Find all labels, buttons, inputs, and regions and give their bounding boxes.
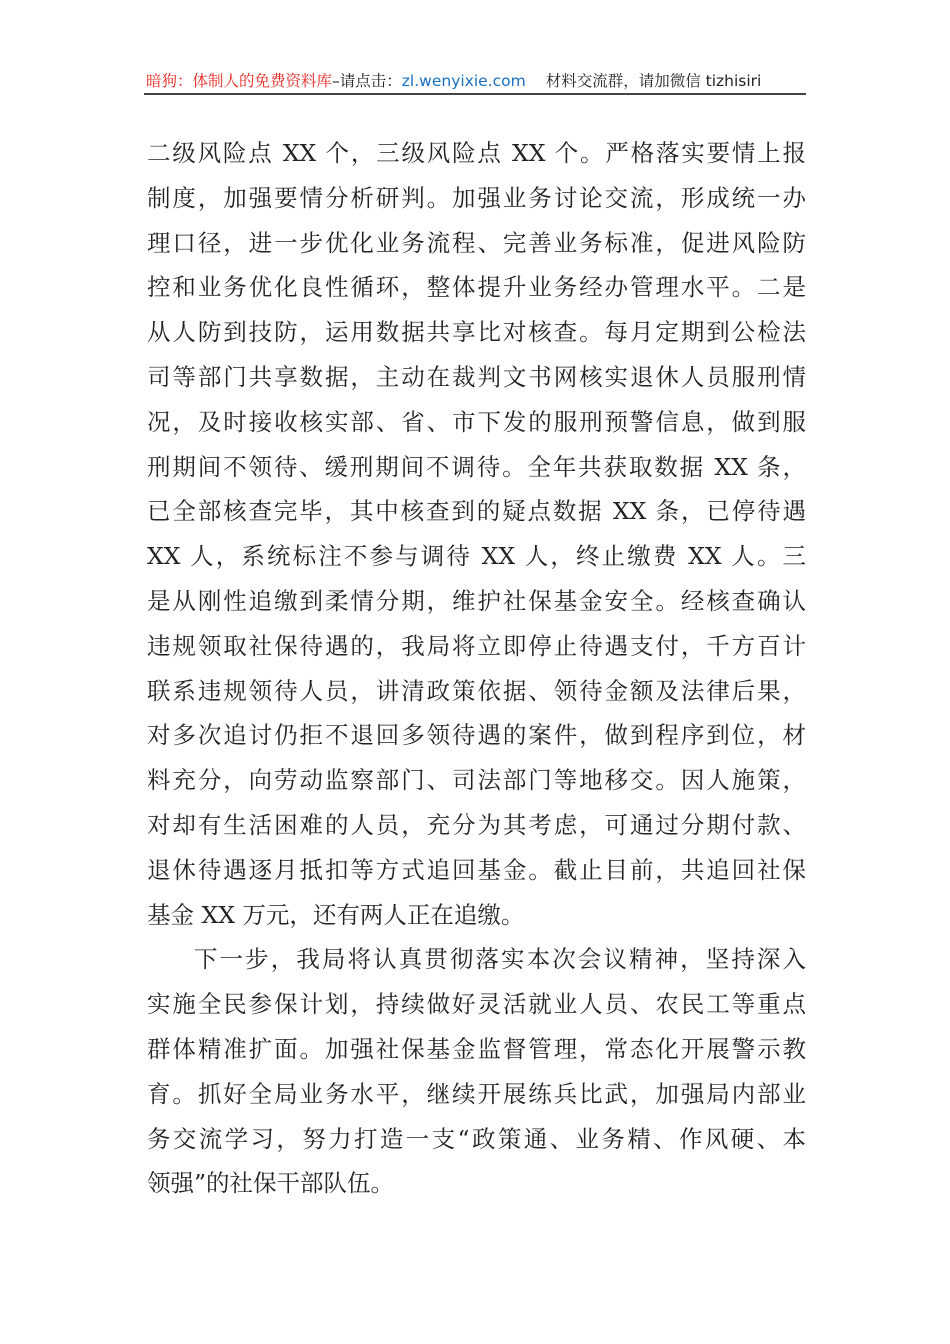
text-line: 务交流学习，努力打造一支“政策通、业务精、作风硬、本 xyxy=(147,1124,806,1153)
text-line: 领强”的社保干部队伍。 xyxy=(147,1169,395,1198)
header-prompt: –请点击： xyxy=(332,72,402,90)
text-line: 二级风险点 XX 个，三级风险点 XX 个。严格落实要情上报 xyxy=(147,139,806,167)
text-line: 控和业务优化良性循环，整体提升业务经办管理水平。二是 xyxy=(147,273,806,302)
text-line: 是从刚性追缴到柔情分期，维护社保基金安全。经核查确认 xyxy=(147,586,806,615)
header-brand: 暗狗：体制人的免费资料库 xyxy=(146,72,333,90)
text-line: XX 人，系统标注不参与调待 XX 人，终止缴费 XX 人。三 xyxy=(147,542,806,571)
paragraph xyxy=(147,937,806,1206)
text-line: 对多次追讨仍拒不退回多领待遇的案件，做到程序到位，材 xyxy=(147,721,806,750)
text-line: 育。抓好全局业务水平，继续开展练兵比武，加强局内部业 xyxy=(147,1079,806,1108)
page-header xyxy=(146,68,806,94)
text-line: 基金 XX 万元，还有两人正在追缴。 xyxy=(147,900,525,929)
text-line: 从人防到技防，运用数据共享比对核查。每月定期到公检法 xyxy=(147,318,806,347)
header-divider xyxy=(144,93,806,95)
text-line: 刑期间不领待、缓刑期间不调待。全年共获取数据 XX 条， xyxy=(147,452,806,481)
text-line: 实施全民参保计划，持续做好灵活就业人员、农民工等重点 xyxy=(147,990,806,1019)
text-line: 下一步，我局将认真贯彻落实本次会议精神，坚持深入 xyxy=(194,945,806,974)
text-line: 联系违规领待人员，讲清政策依据、领待金额及法律后果， xyxy=(147,676,806,705)
text-line: 群体精准扩面。加强社保基金监督管理，常态化开展警示教 xyxy=(147,1034,806,1063)
text-line: 对却有生活困难的人员，充分为其考虑，可通过分期付款、 xyxy=(147,810,806,839)
paragraph xyxy=(147,131,806,937)
text-line: 违规领取社保待遇的，我局将立即停止待遇支付，千方百计 xyxy=(147,631,806,660)
text-line: 司等部门共享数据，主动在裁判文书网核实退休人员服刑情 xyxy=(147,362,806,391)
text-line: 况，及时接收核实部、省、市下发的服刑预警信息，做到服 xyxy=(147,407,806,436)
text-line: 制度，加强要情分析研判。加强业务讨论交流，形成统一办 xyxy=(147,183,806,212)
header-link[interactable]: zl.wenyixie.com xyxy=(401,72,526,90)
document-body xyxy=(147,131,806,1206)
text-line: 料充分，向劳动监察部门、司法部门等地移交。因人施策， xyxy=(147,766,806,795)
header-contact: 材料交流群，请加微信 tizhisiri xyxy=(545,72,762,90)
text-line: 已全部核查完毕，其中核查到的疑点数据 XX 条，已停待遇 xyxy=(147,497,806,526)
text-line: 退休待遇逐月抵扣等方式追回基金。截止目前，共追回社保 xyxy=(147,855,806,884)
text-line: 理口径，进一步优化业务流程、完善业务标准，促进风险防 xyxy=(147,228,806,257)
